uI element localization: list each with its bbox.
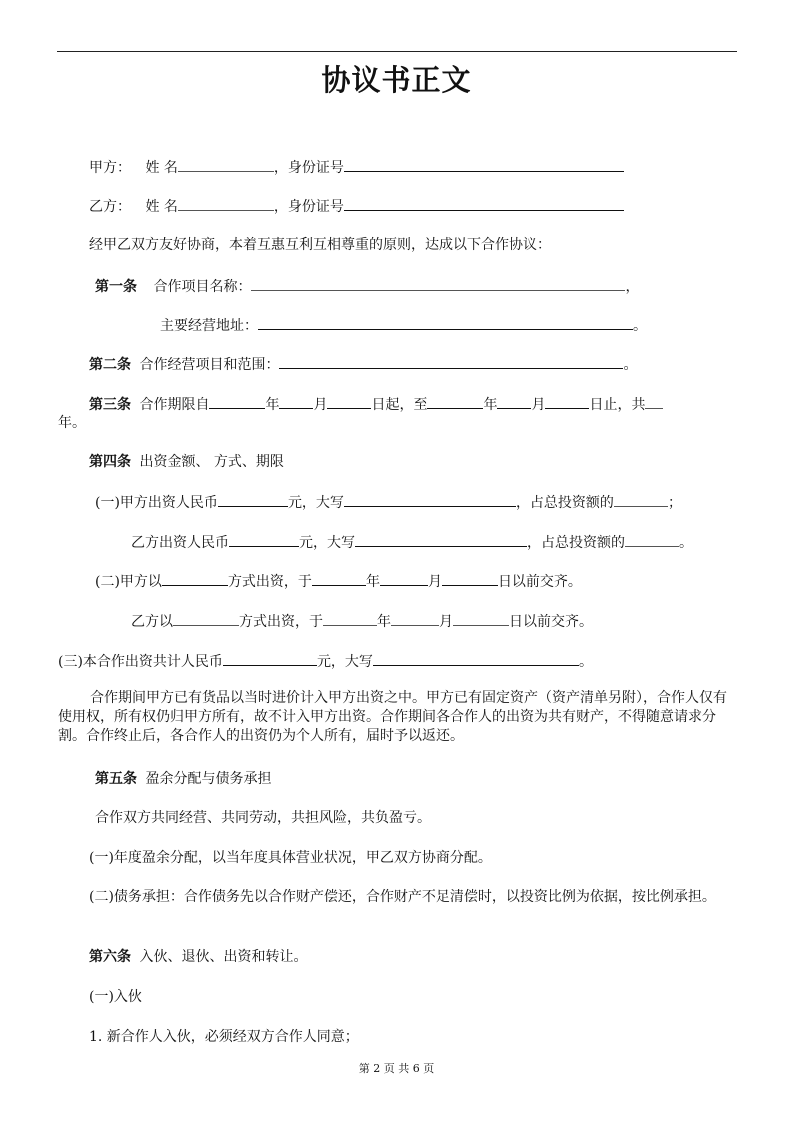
art4-period: 。 xyxy=(679,535,693,551)
art6-title-line xyxy=(89,948,307,966)
scope-blank[interactable] xyxy=(279,354,623,369)
party-a-line xyxy=(89,157,624,177)
art4-month: 月 xyxy=(427,574,442,590)
art3-heading: 第三条 xyxy=(89,397,131,413)
art4-deadline: 日以前交齐。 xyxy=(497,574,582,590)
art4-ii-b-line xyxy=(131,611,593,631)
art3-year: 年 xyxy=(265,397,280,413)
party-b-year-blank[interactable] xyxy=(323,611,377,626)
art2-heading: 第二条 xyxy=(89,357,131,373)
art1-address-label: 主要经营地址： xyxy=(160,318,258,334)
art4-deadline-2: 日以前交齐。 xyxy=(509,614,593,630)
party-a-role: 甲方： xyxy=(89,160,131,176)
party-b-name-label: 姓 名 xyxy=(145,199,178,215)
art6-p2: 1. 新合作人入伙，必须经双方合作人同意； xyxy=(89,1029,359,1045)
art5-heading: 第五条 xyxy=(95,771,137,787)
art5-p2: (一)年度盈余分配，以当年度具体营业状况，甲乙双方协商分配。 xyxy=(89,850,492,866)
art3-month-2: 月 xyxy=(531,397,546,413)
art3-text: 合作期限自 xyxy=(139,397,210,413)
total-amount-words-blank[interactable] xyxy=(373,651,579,666)
party-a-name-blank[interactable] xyxy=(178,157,274,172)
art6-title: 入伙、退伙、出资和转让。 xyxy=(139,949,308,965)
art4-iii-line xyxy=(58,651,593,671)
art6-p1: (一)入伙 xyxy=(89,989,142,1005)
party-b-role: 乙方： xyxy=(89,199,131,215)
party-a-year-blank[interactable] xyxy=(312,571,366,586)
party-a-id-blank[interactable] xyxy=(344,157,624,172)
art2-line xyxy=(89,354,637,374)
art4-ratio-label: ，占总投资额的 xyxy=(515,495,614,511)
party-b-month-blank[interactable] xyxy=(391,611,439,626)
art4-year: 年 xyxy=(365,574,380,590)
art4-ii-a-prefix: (二)甲方以 xyxy=(95,574,162,590)
art4-yuan-daxie-2: 元，大写 xyxy=(299,535,355,551)
art4-ratio-label-2: ，占总投资额的 xyxy=(527,535,625,551)
art4-year-2: 年 xyxy=(377,614,391,630)
start-day-blank[interactable] xyxy=(327,394,371,409)
end-day-blank[interactable] xyxy=(545,394,589,409)
party-b-line xyxy=(89,196,624,216)
party-a-method-blank[interactable] xyxy=(162,571,228,586)
party-b-id-label: ，身份证号 xyxy=(273,199,344,215)
art4-method: 方式出资，于 xyxy=(227,574,312,590)
page-title: 协议书正文 xyxy=(321,63,472,97)
art5-p3: (二)债务承担：合作债务先以合作财产偿还，合作财产不足清偿时，以投资比例为依据，按比例承担。 xyxy=(89,889,716,905)
art1-period: 。 xyxy=(633,318,647,334)
party-a-month-blank[interactable] xyxy=(380,571,428,586)
total-years-blank[interactable] xyxy=(645,394,663,409)
art2-text: 合作经营项目和范围： xyxy=(139,357,280,373)
party-a-amount-blank[interactable] xyxy=(218,492,288,507)
art4-ii-a-line xyxy=(95,571,582,591)
art4-iii-period: 。 xyxy=(578,654,593,670)
party-b-method-blank[interactable] xyxy=(173,611,239,626)
intro-text: 经甲乙双方友好协商，本着互惠互利互相尊重的原则，达成以下合作协议： xyxy=(89,237,551,253)
party-a-amount-words-blank[interactable] xyxy=(344,492,516,507)
header-rule xyxy=(57,51,737,52)
art1-comma: ， xyxy=(625,279,640,295)
party-a-name-label: 姓 名 xyxy=(145,160,178,176)
art1-address-line xyxy=(160,315,647,335)
art1-project-label: 合作项目名称： xyxy=(153,279,252,295)
art5-title: 盈余分配与债务承担 xyxy=(145,771,272,787)
art3-month: 月 xyxy=(313,397,328,413)
art3-tail: 年。 xyxy=(58,415,86,431)
art3-line xyxy=(89,394,663,414)
art4-month-2: 月 xyxy=(439,614,453,630)
party-a-day-blank[interactable] xyxy=(442,571,498,586)
art4-title-line xyxy=(89,453,284,471)
art4-ii-b-prefix: 乙方以 xyxy=(131,614,173,630)
art4-iii-prefix: (三)本合作出资共计人民币 xyxy=(58,654,223,670)
art1-heading: 第一条 xyxy=(95,279,137,295)
end-month-blank[interactable] xyxy=(497,394,531,409)
art4-i-a-line xyxy=(95,492,682,512)
project-name-blank[interactable] xyxy=(251,276,625,291)
total-amount-blank[interactable] xyxy=(223,651,317,666)
art4-note-paragraph: 合作期间甲方已有货品以当时进价计入甲方出资之中。甲方已有固定资产（资产清单另附），合作人仅有使用权，所有权仍归甲方所有，故不计入甲方出资。合作期间各合作人的出资为共有财产，不得随意请求分割。合作终止后，各合作人的出资仍为个人所有，届时予以返还。 xyxy=(58,690,727,744)
art4-i-a-prefix: (一)甲方出资人民币 xyxy=(95,495,218,511)
art4-heading: 第四条 xyxy=(89,454,131,470)
art4-yuan-daxie: 元，大写 xyxy=(287,495,344,511)
address-blank[interactable] xyxy=(258,315,633,330)
art5-p1: 合作双方共同经营、共同劳动，共担风险，共负盈亏。 xyxy=(95,810,431,826)
party-b-ratio-blank[interactable] xyxy=(625,532,679,547)
art4-i-b-prefix: 乙方出资人民币 xyxy=(131,535,229,551)
party-b-amount-blank[interactable] xyxy=(229,532,299,547)
art4-method-2: 方式出资，于 xyxy=(239,614,323,630)
page-footer: 第 2 页 共 6 页 xyxy=(358,1062,435,1075)
party-a-ratio-blank[interactable] xyxy=(614,492,668,507)
art6-heading: 第六条 xyxy=(89,949,131,965)
art3-year-2: 年 xyxy=(483,397,498,413)
art2-period: 。 xyxy=(623,357,638,373)
party-a-id-label: ，身份证号 xyxy=(273,160,344,176)
art5-title-line xyxy=(95,770,271,788)
party-b-id-blank[interactable] xyxy=(344,196,624,211)
art1-project-line xyxy=(95,276,639,296)
art4-iii-mid: 元，大写 xyxy=(316,654,373,670)
art3-day-end: 日止，共 xyxy=(589,397,646,413)
art4-semicolon: ； xyxy=(667,495,682,511)
start-month-blank[interactable] xyxy=(279,394,313,409)
party-b-day-blank[interactable] xyxy=(453,611,509,626)
art3-day-start: 日起，至 xyxy=(371,397,428,413)
art4-title: 出资金额、 方式、期限 xyxy=(139,454,284,470)
party-b-name-blank[interactable] xyxy=(178,196,274,211)
art4-i-b-line xyxy=(131,532,693,552)
start-year-blank[interactable] xyxy=(209,394,265,409)
party-b-amount-words-blank[interactable] xyxy=(355,532,527,547)
end-year-blank[interactable] xyxy=(427,394,483,409)
